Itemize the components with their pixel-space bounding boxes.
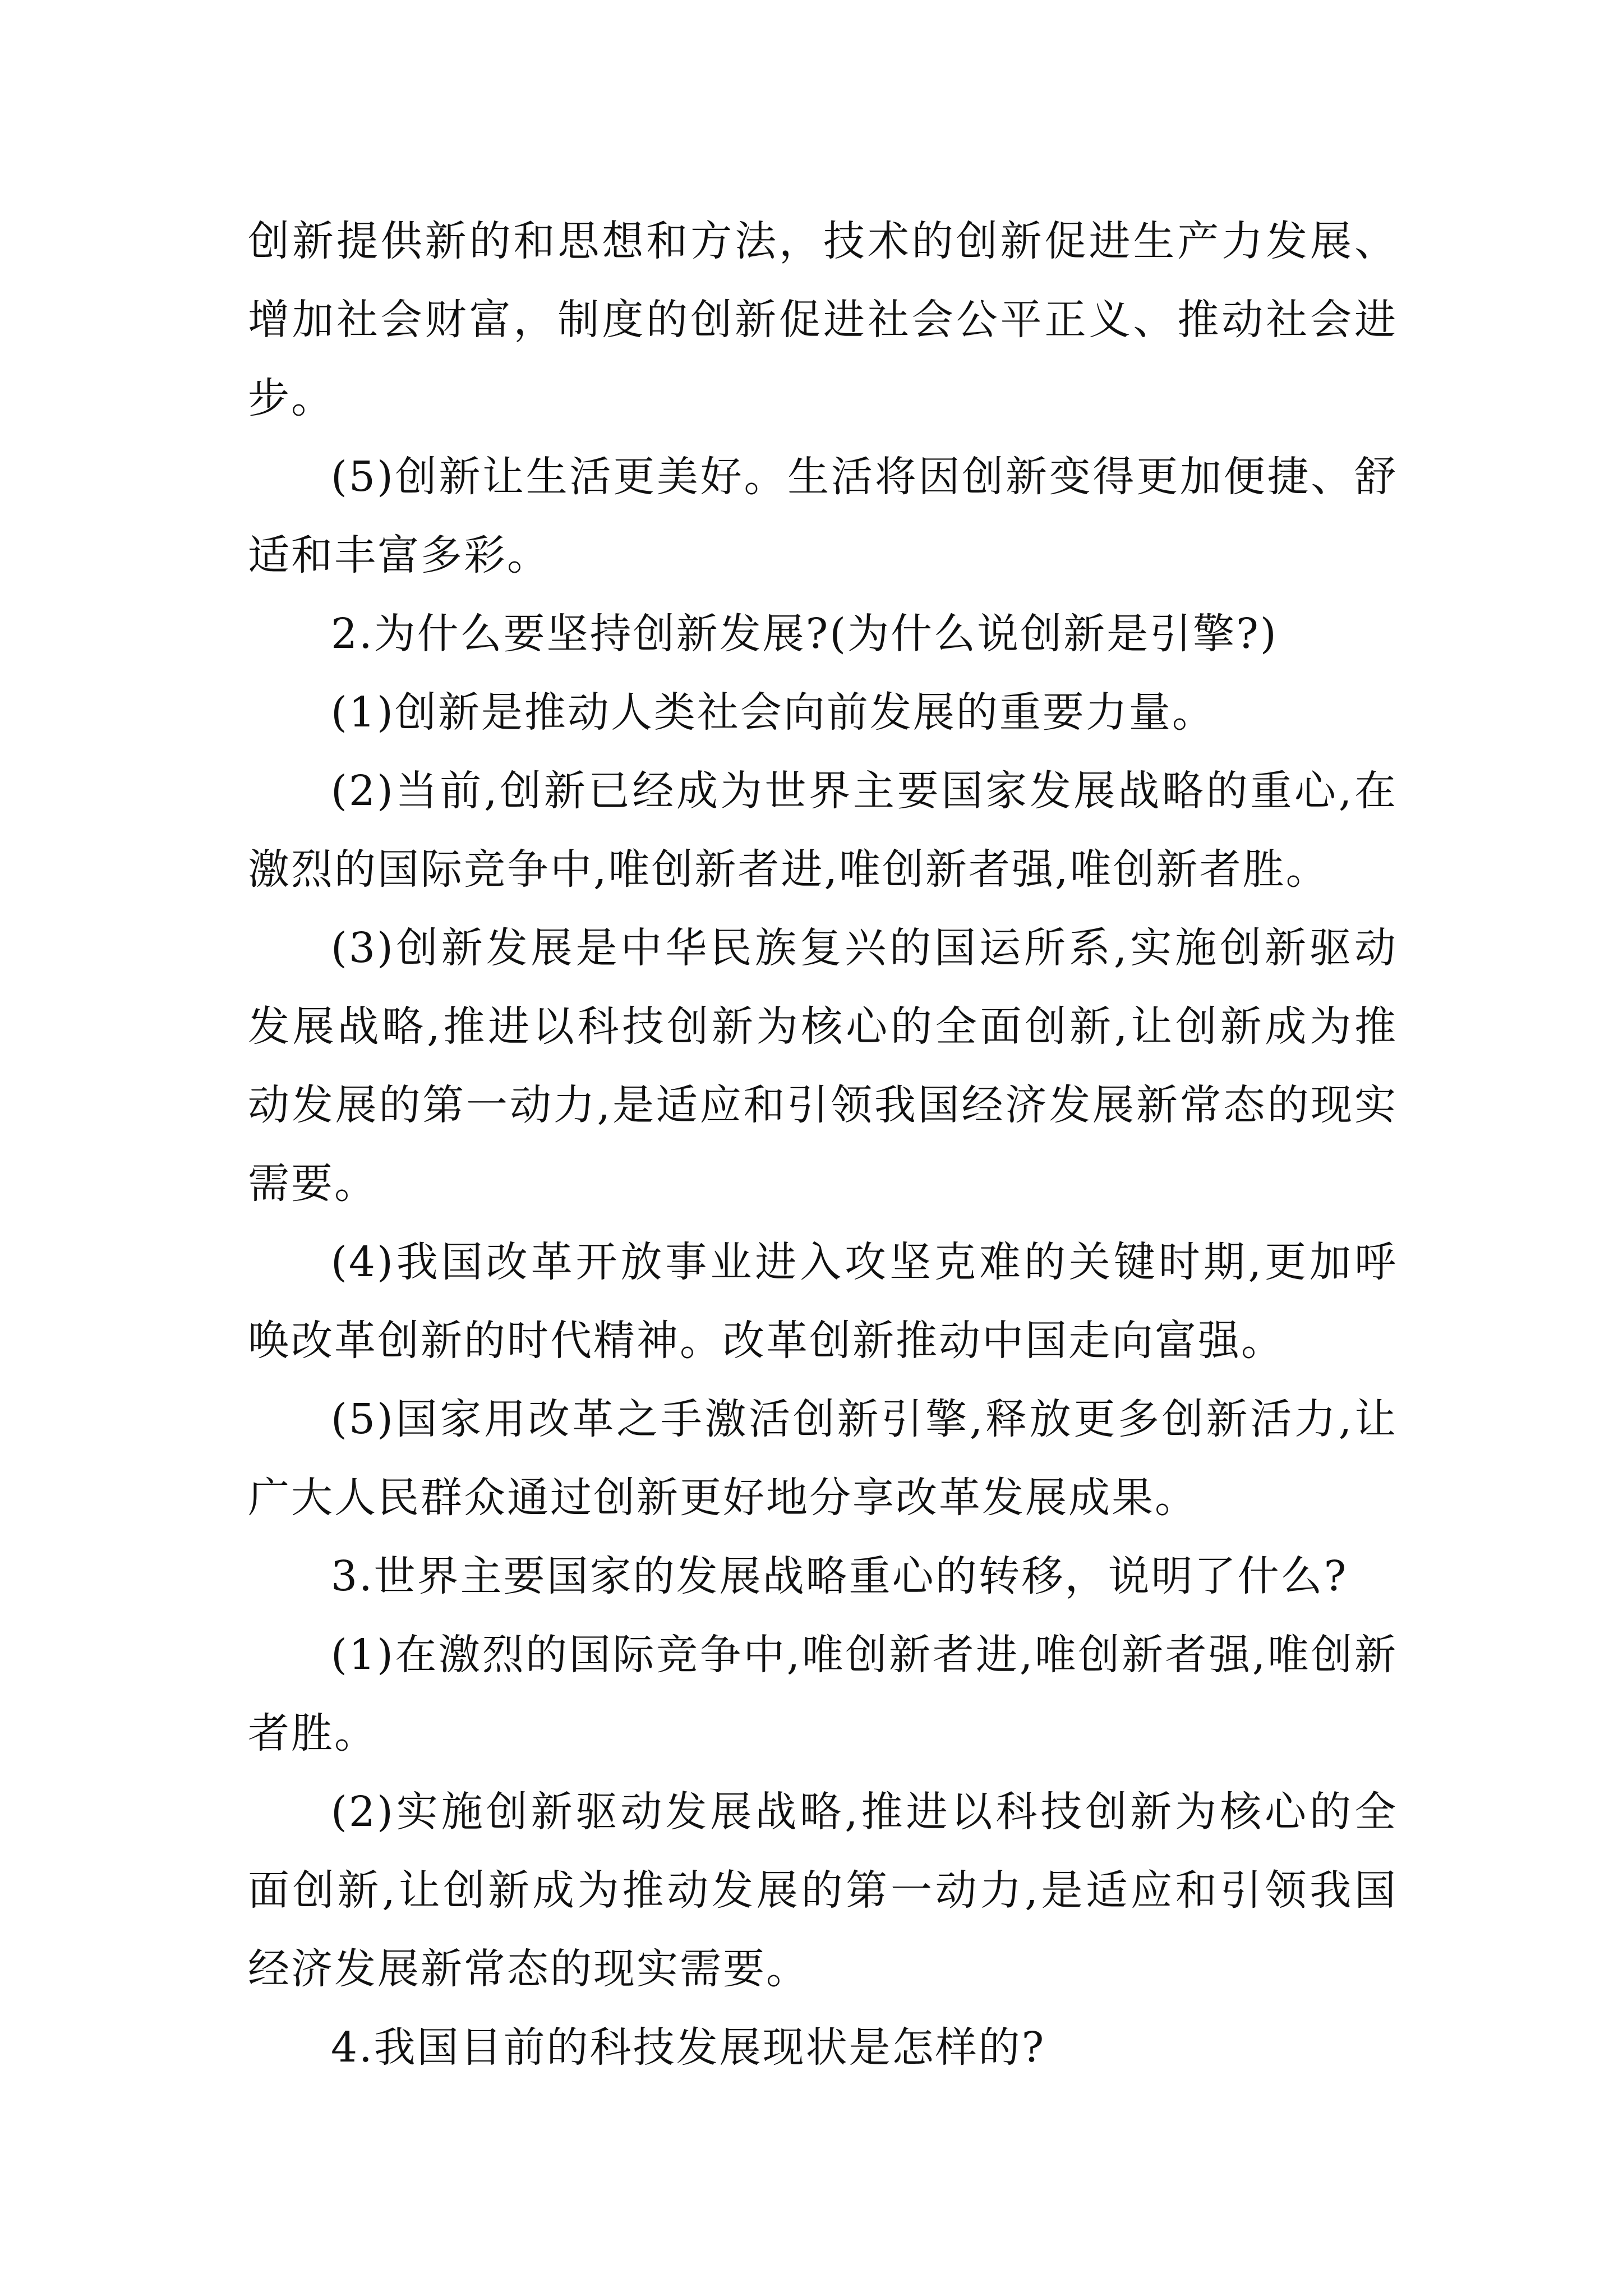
paragraph-point-5-life: (5)创新让生活更美好。生活将因创新变得更加便捷、舒适和丰富多彩。 bbox=[248, 453, 1398, 579]
answer-2-point-5: (5)国家用改革之手激活创新引擎,释放更多创新活力,让广大人民群众通过创新更好地分享改革发展成果。 bbox=[248, 1395, 1398, 1522]
answer-2-point-3: (3)创新发展是中华民族复兴的国运所系,实施创新驱动发展战略,推进以科技创新为核心的全面创新,让创新成为推动发展的第一动力,是适应和引领我国经济发展新常态的现实需要。 bbox=[248, 924, 1398, 1208]
question-4-heading: 4.我国目前的科技发展现状是怎样的? bbox=[331, 2023, 1046, 2072]
answer-2-point-4: (4)我国改革开放事业进入攻坚克难的关键时期,更加呼唤改革创新的时代精神。改革创新推动中国走向富强。 bbox=[248, 1238, 1398, 1365]
answer-3-point-1: (1)在激烈的国际竞争中,唯创新者进,唯创新者强,唯创新者胜。 bbox=[248, 1631, 1398, 1757]
answer-2-point-1: (1)创新是推动人类社会向前发展的重要力量。 bbox=[331, 688, 1215, 737]
question-3-heading: 3.世界主要国家的发展战略重心的转移，说明了什么? bbox=[331, 1552, 1348, 1600]
paragraph-continuation: 创新提供新的和思想和方法，技术的创新促进生产力发展、增加社会财富，制度的创新促进社会公平正义、推动社会进步。 bbox=[248, 217, 1398, 422]
question-2-heading: 2.为什么要坚持创新发展?(为什么说创新是引擎?) bbox=[331, 610, 1278, 658]
document-body bbox=[248, 202, 1398, 2087]
answer-3-point-2: (2)实施创新驱动发展战略,推进以科技创新为核心的全面创新,让创新成为推动发展的第一动力,是适应和引领我国经济发展新常态的现实需要。 bbox=[248, 1788, 1398, 1993]
answer-2-point-2: (2)当前,创新已经成为世界主要国家发展战略的重心,在激烈的国际竞争中,唯创新者进,唯创新者强,唯创新者胜。 bbox=[248, 767, 1398, 894]
